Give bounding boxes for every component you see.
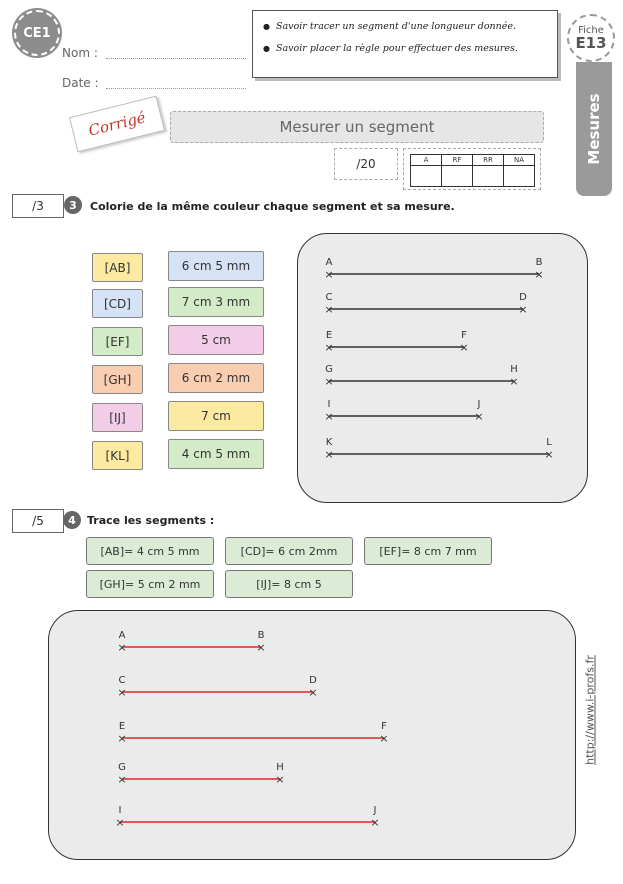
segment-point-label: F: [461, 330, 467, 341]
segment-point-label: L: [546, 437, 552, 448]
segment-point-label: E: [118, 721, 126, 732]
segment-endpoint-mark: ×: [275, 773, 285, 786]
segment-tag[interactable]: [EF]: [92, 327, 143, 356]
eval-col-na: NA: [504, 155, 535, 166]
measure-tag[interactable]: 6 cm 2 mm: [168, 363, 264, 393]
level-badge: CE1: [14, 10, 60, 56]
segment-endpoint-mark: ×: [117, 641, 127, 654]
segment-point-label: A: [118, 630, 126, 641]
measure-tag[interactable]: 6 cm 5 mm: [168, 251, 264, 281]
fiche-label: Fiche: [578, 25, 604, 36]
ex4-segments-drawing: [49, 611, 575, 859]
ex4-score: /5: [12, 509, 64, 533]
segment-point-label: G: [118, 762, 126, 773]
segment-endpoint-mark: ×: [117, 773, 127, 786]
segment-point-label: J: [477, 399, 481, 410]
segment-tag[interactable]: [CD]: [92, 289, 143, 318]
eval-cell[interactable]: [442, 166, 473, 187]
segment-tag[interactable]: [AB]: [92, 253, 143, 282]
segment-point-label: C: [118, 675, 126, 686]
ex3-number: 3: [64, 196, 82, 214]
segment-endpoint-mark: ×: [324, 268, 334, 281]
segment-endpoint-mark: ×: [324, 375, 334, 388]
section-tab-label: Mesures: [585, 93, 603, 165]
segment-point-label: J: [373, 805, 377, 816]
eval-cell[interactable]: [473, 166, 504, 187]
measure-tag[interactable]: 7 cm 3 mm: [168, 287, 264, 317]
source-url-text[interactable]: http://www.i-profs.fr: [583, 655, 597, 765]
segment-endpoint-mark: ×: [379, 732, 389, 745]
measure-tag[interactable]: 7 cm: [168, 401, 264, 431]
segment-point-label: E: [325, 330, 333, 341]
spec-ef: [EF]= 8 cm 7 mm: [364, 537, 492, 565]
segment-tag[interactable]: [GH]: [92, 365, 143, 394]
segment-endpoint-mark: ×: [324, 303, 334, 316]
segment-tag[interactable]: [IJ]: [92, 403, 143, 432]
segment-point-label: G: [325, 364, 333, 375]
page-title: Mesurer un segment: [170, 111, 544, 143]
corrige-stamp: Corrigé: [69, 96, 165, 153]
segment-point-label: D: [519, 292, 527, 303]
segment-endpoint-mark: ×: [370, 816, 380, 829]
segment-point-label: A: [325, 257, 333, 268]
segment-endpoint-mark: ×: [115, 816, 125, 829]
eval-col-a: A: [411, 155, 442, 166]
segment-point-label: C: [325, 292, 333, 303]
segment-endpoint-mark: ×: [534, 268, 544, 281]
source-url: [580, 640, 600, 780]
segment-endpoint-mark: ×: [117, 732, 127, 745]
ex4-instruction: Trace les segments :: [87, 514, 215, 527]
segment-tag[interactable]: [KL]: [92, 441, 143, 470]
segment-point-label: B: [535, 257, 543, 268]
measure-tag[interactable]: 5 cm: [168, 325, 264, 355]
segment-endpoint-mark: ×: [474, 410, 484, 423]
objectives-box: [252, 10, 558, 78]
segment-point-label: H: [276, 762, 284, 773]
ex3-segment-panel: [297, 233, 588, 503]
evaluation-grid: [403, 148, 541, 190]
date-field[interactable]: [106, 88, 246, 89]
segment-point-label: H: [510, 364, 518, 375]
eval-col-rr: RR: [473, 155, 504, 166]
spec-ab: [AB]= 4 cm 5 mm: [86, 537, 214, 565]
ex3-segments-drawing: [298, 234, 587, 502]
measure-tag[interactable]: 4 cm 5 mm: [168, 439, 264, 469]
eval-col-rf: RF: [442, 155, 473, 166]
spec-gh: [GH]= 5 cm 2 mm: [86, 570, 214, 598]
segment-point-label: I: [327, 399, 331, 410]
segment-endpoint-mark: ×: [459, 341, 469, 354]
segment-endpoint-mark: ×: [324, 341, 334, 354]
segment-endpoint-mark: ×: [544, 448, 554, 461]
fiche-code: E13: [575, 34, 607, 52]
eval-cell[interactable]: [411, 166, 442, 187]
name-label: Nom :: [62, 46, 98, 60]
eval-cell[interactable]: [504, 166, 535, 187]
ex4-number: 4: [63, 511, 81, 529]
objective-2: ● Savoir placer la règle pour effectuer des mesures.: [263, 43, 518, 54]
spec-cd: [CD]= 6 cm 2mm: [225, 537, 353, 565]
segment-point-label: K: [325, 437, 333, 448]
segment-endpoint-mark: ×: [324, 410, 334, 423]
fiche-badge: [567, 14, 615, 62]
ex3-instruction: Colorie de la même couleur chaque segment et sa mesure.: [90, 200, 455, 213]
total-score: /20: [334, 148, 398, 180]
segment-endpoint-mark: ×: [256, 641, 266, 654]
section-tab: [576, 62, 612, 196]
objective-1: ● Savoir tracer un segment d'une longueur donnée.: [263, 21, 516, 32]
segment-endpoint-mark: ×: [324, 448, 334, 461]
spec-ij: [IJ]= 8 cm 5: [225, 570, 353, 598]
segment-endpoint-mark: ×: [117, 686, 127, 699]
segment-endpoint-mark: ×: [509, 375, 519, 388]
segment-point-label: D: [309, 675, 317, 686]
ex4-drawing-panel: [48, 610, 576, 860]
segment-endpoint-mark: ×: [518, 303, 528, 316]
date-label: Date :: [62, 76, 99, 90]
segment-endpoint-mark: ×: [308, 686, 318, 699]
segment-point-label: I: [118, 805, 122, 816]
ex3-score: /3: [12, 194, 64, 218]
name-field[interactable]: [106, 58, 246, 59]
segment-point-label: F: [381, 721, 387, 732]
segment-point-label: B: [257, 630, 265, 641]
